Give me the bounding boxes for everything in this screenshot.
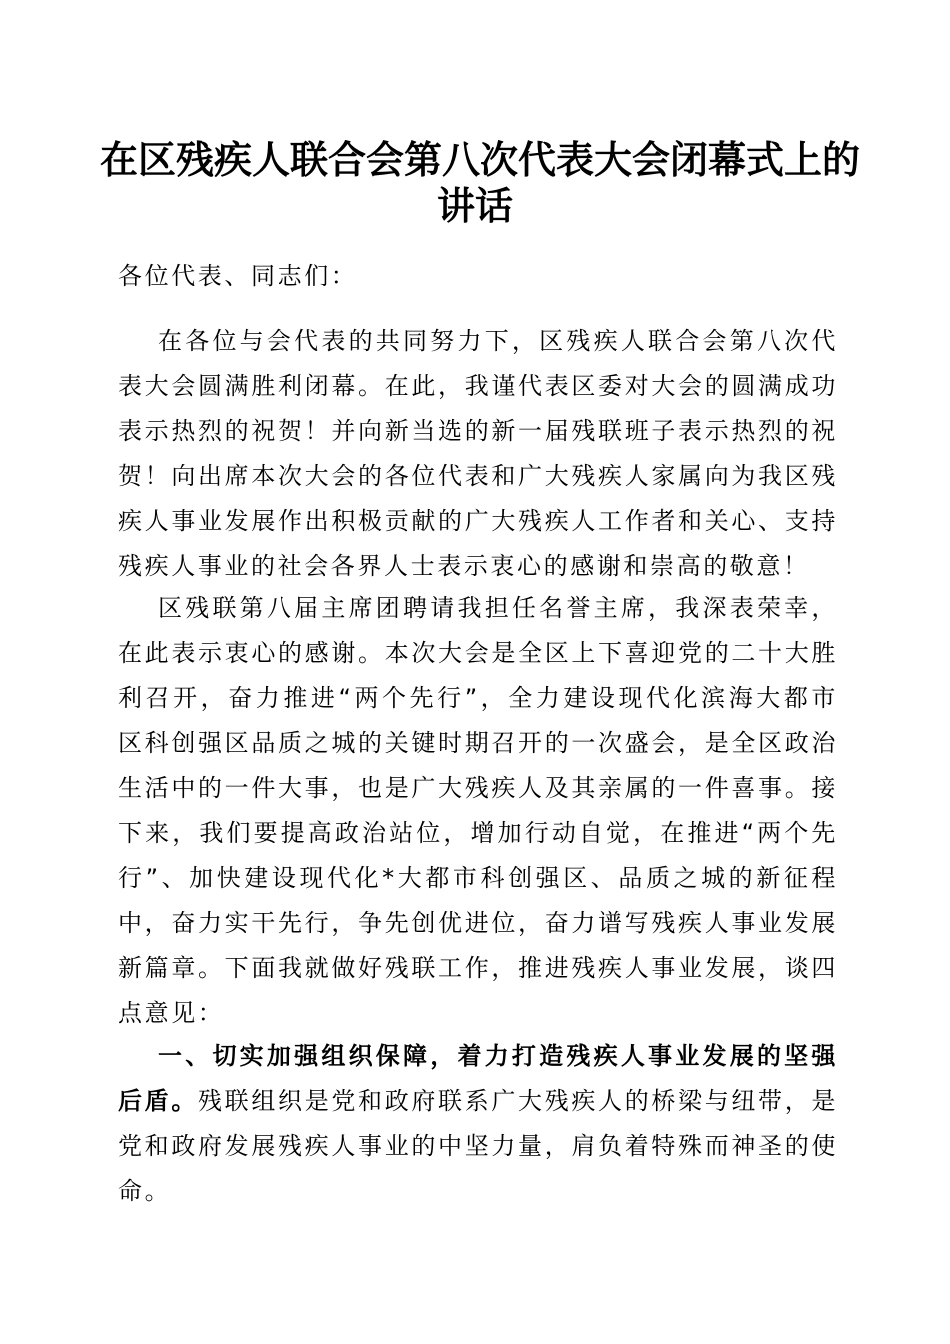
paragraph-1: 在各位与会代表的共同努力下，区残疾人联合会第八次代表大会圆满胜利闭幕。在此，我谨代表区委对大会的圆满成功表示热烈的祝贺！并向新当选的新一届残联班子表示热烈的祝贺！向出席本次大会的各位代表和广大残疾人家属向为我区残疾人事业发展作出积极贡献的广大残疾人工作者和关心、支持残疾人事业的社会各界人士表示衷心的感谢和崇高的敬意！: [118, 327, 838, 580]
salutation: 各位代表、同志们：: [118, 262, 358, 290]
document-title-line-1: 在区残疾人联合会第八次代表大会闭幕式上的: [100, 137, 861, 182]
section-1-paragraph: [118, 1034, 838, 1214]
section-1-heading: 一、切实加强组织保障，着力打造残疾人事业发展的坚强后盾。: [118, 1042, 838, 1115]
paragraph-2: 区残联第八届主席团聘请我担任名誉主席，我深表荣幸，在此表示衷心的感谢。本次大会是全区上下喜迎党的二十大胜利召开，奋力推进“两个先行”，全力建设现代化滨海大都市区科创强区品质之城的关键时期召开的一次盛会，是全区政治生活中的一件大事，也是广大残疾人及其亲属的一件喜事。接下来，我们要提高政治站位，增加行动自觉，在推进“两个先行”、加快建设现代化*大都市科创强区、品质之城的新征程中，奋力实干先行，争先创优进位，奋力谱写残疾人事业发展新篇章。下面我就做好残联工作，推进残疾人事业发展，谈四点意见：: [118, 594, 838, 1027]
document-title-line-2: 讲话: [436, 183, 513, 228]
section-1-text: 残联组织是党和政府联系广大残疾人的桥梁与纽带，是党和政府发展残疾人事业的中坚力量，肩负着特殊而神圣的使命。: [118, 1087, 838, 1205]
